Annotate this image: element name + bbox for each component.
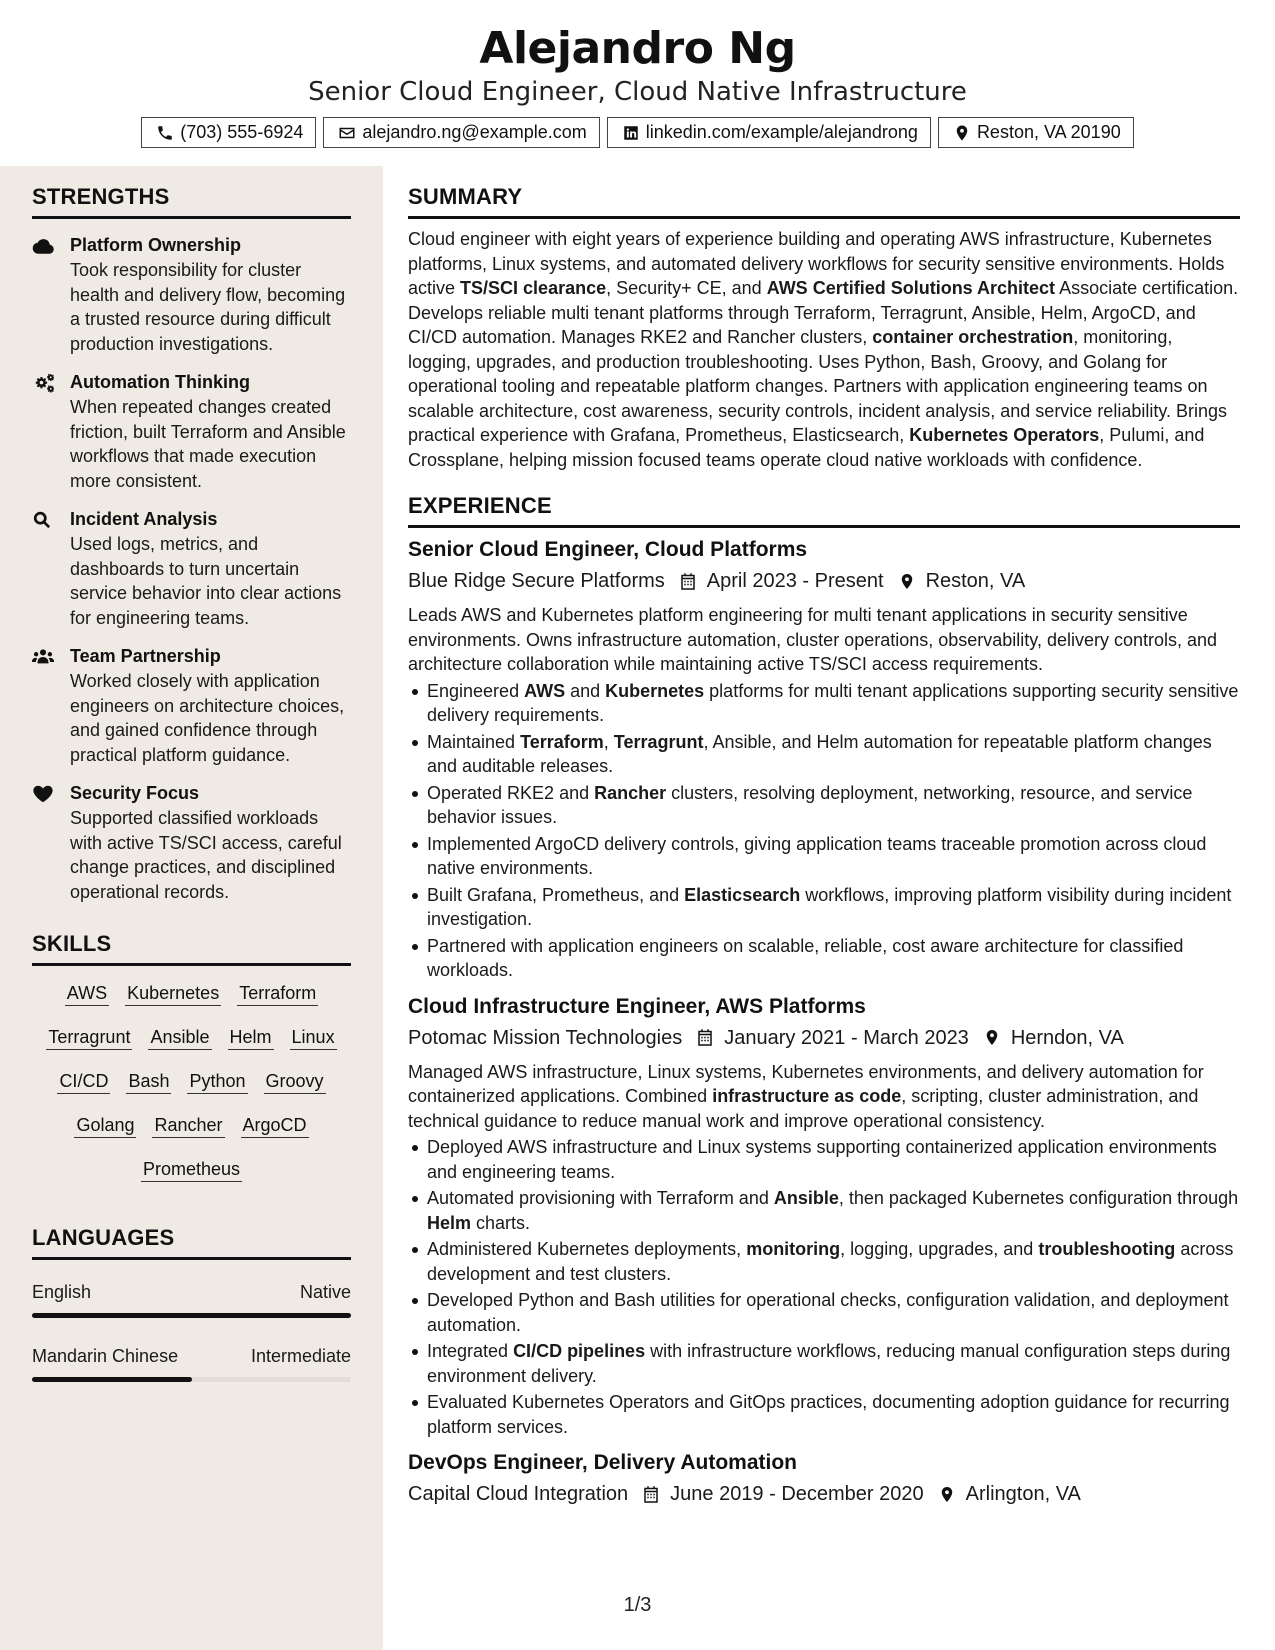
strength-item: [32, 781, 351, 904]
language-bar: [32, 1313, 351, 1318]
strength-item: [32, 370, 351, 493]
job-bullets: [408, 679, 1240, 983]
job-entry: [408, 1449, 1240, 1508]
language-item: [32, 1280, 351, 1318]
job-location: Herndon, VA: [1010, 1026, 1124, 1049]
job-meta: [408, 1480, 1240, 1508]
job-title: Senior Cloud Engineer, Cloud Platforms: [408, 538, 808, 561]
skill-tag: Terraform: [237, 982, 318, 1006]
language-name: Mandarin Chinese: [32, 1346, 179, 1366]
contact-phone-text: (703) 555-6924: [180, 122, 304, 142]
contact-email-text: alejandro.ng@example.com: [362, 122, 587, 142]
skill-tag: Ansible: [148, 1026, 211, 1050]
contact-email[interactable]: [323, 117, 599, 148]
skill-tag: Rancher: [152, 1114, 224, 1138]
job-bullet: Deployed AWS infrastructure and Linux systems supporting containerized application environments and engineering teams.: [408, 1135, 1240, 1184]
skill-tag: ArgoCD: [241, 1114, 309, 1138]
job-entry: [408, 993, 1240, 1440]
strength-title: Team Partnership: [70, 646, 221, 666]
language-name: English: [32, 1282, 92, 1302]
users-icon: [32, 647, 54, 667]
map-pin-icon: [953, 124, 971, 142]
language-bar: [32, 1377, 351, 1382]
heart-icon: [32, 784, 54, 804]
summary-title: SUMMARY: [408, 183, 1240, 219]
linkedin-icon: [622, 124, 640, 142]
language-bar-fill: [32, 1313, 351, 1318]
strength-text: When repeated changes created friction, built Terraform and Ansible workflows that made execution more consistent.: [70, 397, 346, 491]
skill-tag: AWS: [65, 982, 109, 1006]
job-dates: June 2019 - December 2020: [670, 1483, 924, 1505]
job-title: Cloud Infrastructure Engineer, AWS Platforms: [408, 994, 866, 1018]
calendar-icon: [696, 1028, 714, 1047]
job-description: Managed AWS infrastructure, Linux systems, Kubernetes environments, and delivery automation for containerized applications. Combined infrastructure as code, scripting, cluster administration, and technical guidance to reduce manual work and improve operational consistency.: [408, 1061, 1204, 1131]
strength-text: Used logs, metrics, and dashboards to turn uncertain service behavior into clear actions for engineering teams.: [70, 534, 342, 628]
strength-item: [32, 644, 351, 767]
strength-text: Worked closely with application engineers on architecture choices, and gained confidence through practical platform guidance.: [70, 671, 345, 765]
map-pin-icon: [898, 572, 916, 591]
job-bullet: Maintained Terraform, Terragrunt, Ansible, and Helm automation for repeatable platform changes and auditable releases.: [408, 730, 1240, 779]
job-title: DevOps Engineer, Delivery Automation: [408, 1451, 797, 1474]
gears-icon: [32, 373, 54, 393]
language-bar-fill: [32, 1377, 192, 1382]
skill-tag: Linux: [290, 1026, 337, 1050]
skill-tag: Golang: [74, 1114, 136, 1138]
strength-text: Took responsibility for cluster health and delivery flow, becoming a trusted resource during difficult production investigations.: [70, 260, 346, 354]
job-bullet: Automated provisioning with Terraform and Ansible, then packaged Kubernetes configuration through Helm charts.: [408, 1186, 1240, 1235]
strength-item: [32, 507, 351, 630]
job-company: Blue Ridge Secure Platforms: [408, 570, 665, 592]
language-level: Native: [299, 1282, 351, 1302]
map-pin-icon: [983, 1028, 1001, 1047]
page-number: 1/3: [623, 1594, 652, 1616]
job-bullet: Built Grafana, Prometheus, and Elasticsearch workflows, improving platform visibility during incident investigation.: [408, 883, 1240, 932]
calendar-icon: [679, 572, 697, 591]
skills-title: SKILLS: [32, 930, 351, 966]
strength-text: Supported classified workloads with active TS/SCI access, careful change practices, and disciplined operational records.: [70, 808, 342, 902]
job-bullet: Implemented ArgoCD delivery controls, giving application teams traceable promotion across cloud native environments.: [408, 832, 1240, 881]
summary-text: Cloud engineer with eight years of experience building and operating AWS infrastructure, Kubernetes platforms, Linux systems, and automated delivery workflows for security sensitive environments. Holds active TS/SCI clearance, Security+ CE, and AWS Certified Solutions Architect Associate certification. Develops reliable multi tenant platforms through Terraform, Terragrunt, Ansible, Helm, ArgoCD, and CI/CD automation. Manages RKE2 and Rancher clusters, container orchestration, monitoring, logging, upgrades, and production troubleshooting. Uses Python, Bash, Groovy, and Golang for operational tooling and repeatable platform changes. Partners with application engineering teams on scalable architecture, cost awareness, security controls, incident analysis, and service reliability. Brings practical experience with Grafana, Prometheus, Elasticsearch, Kubernetes Operators, Pulumi, and Crossplane, helping mission focused teams operate cloud native workloads with confidence.: [408, 229, 1239, 470]
job-dates: January 2021 - March 2023: [724, 1026, 969, 1049]
strength-title: Incident Analysis: [70, 509, 218, 529]
contact-location-text: Reston, VA 20190: [976, 122, 1121, 142]
strength-title: Platform Ownership: [70, 235, 242, 255]
languages-title: LANGUAGES: [32, 1224, 351, 1260]
job-location: Arlington, VA: [965, 1483, 1081, 1505]
candidate-name: Alejandro Ng: [479, 23, 796, 74]
skill-tag: Bash: [126, 1070, 171, 1094]
contact-linkedin[interactable]: [607, 117, 931, 148]
job-bullet: Partnered with application engineers on scalable, reliable, cost aware architecture for classified workloads.: [408, 934, 1240, 983]
job-location: Reston, VA: [925, 570, 1026, 592]
language-level: Intermediate: [250, 1346, 351, 1366]
contact-phone[interactable]: [141, 117, 316, 148]
strength-title: Automation Thinking: [70, 372, 250, 392]
job-bullet: Developed Python and Bash utilities for operational checks, configuration validation, and deployment automation.: [408, 1288, 1240, 1337]
job-company: Potomac Mission Technologies: [408, 1026, 683, 1049]
skill-tag: Groovy: [264, 1070, 326, 1094]
job-meta: [408, 567, 1240, 595]
experience-title: EXPERIENCE: [408, 492, 1240, 528]
strength-title: Security Focus: [70, 783, 200, 803]
sidebar: [0, 166, 383, 1650]
skill-tag: Terragrunt: [46, 1026, 132, 1050]
phone-icon: [156, 124, 174, 142]
job-bullet: Administered Kubernetes deployments, monitoring, logging, upgrades, and troubleshooting across development and test clusters.: [408, 1237, 1240, 1286]
job-bullet: Evaluated Kubernetes Operators and GitOps practices, documenting adoption guidance for recurring platform services.: [408, 1390, 1240, 1439]
job-description: Leads AWS and Kubernetes platform engineering for multi tenant applications in security sensitive environments. Owns infrastructure automation, cluster operations, observability, delivery controls, and architecture collaboration while maintaining active TS/SCI access requirements.: [408, 605, 1218, 674]
cloud-icon: [32, 236, 54, 256]
resume-header: [0, 22, 1275, 148]
skill-tag: Python: [187, 1070, 247, 1094]
strengths-title: STRENGTHS: [32, 183, 351, 219]
job-entry: [408, 536, 1240, 983]
job-company: Capital Cloud Integration: [408, 1483, 629, 1505]
skill-tag: Kubernetes: [125, 982, 221, 1006]
job-bullet: Engineered AWS and Kubernetes platforms for multi tenant applications supporting security sensitive delivery requirements.: [408, 679, 1240, 728]
contact-linkedin-text: linkedin.com/example/alejandrong: [645, 122, 918, 142]
map-pin-icon: [938, 1485, 956, 1504]
skill-tag: Helm: [228, 1026, 274, 1050]
contact-location: [938, 117, 1134, 148]
skill-tag: CI/CD: [57, 1070, 110, 1094]
job-bullet: Operated RKE2 and Rancher clusters, resolving deployment, networking, resource, and service behavior issues.: [408, 781, 1240, 830]
main-content: [408, 183, 1240, 1508]
skill-tag: Prometheus: [141, 1158, 242, 1182]
job-meta: [408, 1024, 1240, 1052]
skills-list: [32, 982, 351, 1182]
job-bullets: [408, 1135, 1240, 1439]
contact-bar: [0, 117, 1275, 148]
strength-item: [32, 233, 351, 356]
job-bullet: Integrated CI/CD pipelines with infrastructure workflows, reducing manual configuration steps during environment delivery.: [408, 1339, 1240, 1388]
envelope-icon: [338, 124, 356, 142]
search-icon: [32, 510, 54, 530]
job-dates: April 2023 - Present: [706, 570, 884, 592]
candidate-subtitle: Senior Cloud Engineer, Cloud Native Infrastructure: [308, 77, 967, 107]
language-item: [32, 1344, 351, 1382]
calendar-icon: [642, 1485, 660, 1504]
